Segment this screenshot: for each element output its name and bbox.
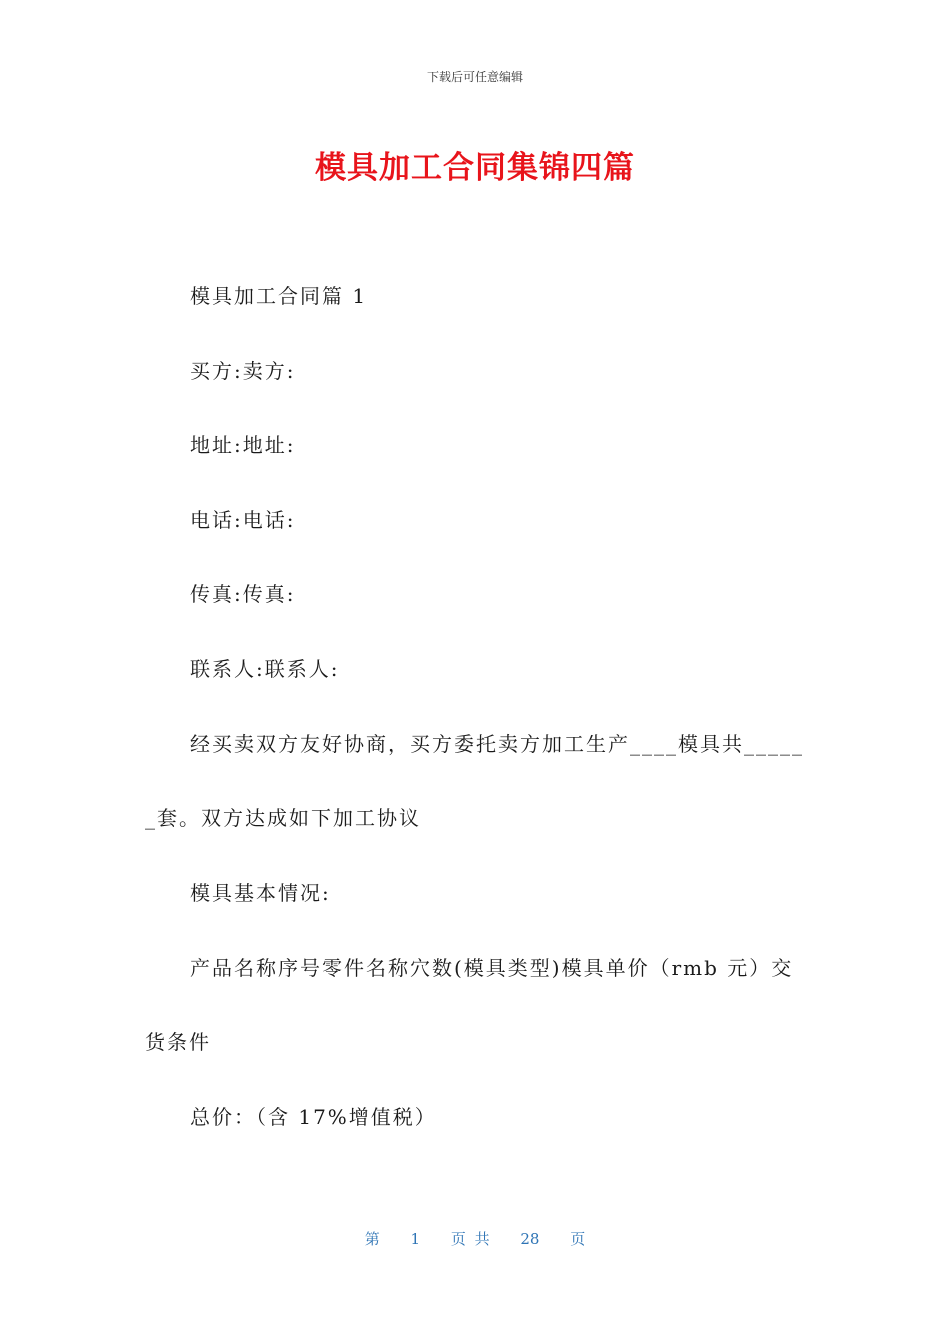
table-header-line-1: 产品名称序号零件名称穴数(模具类型)模具单价（rmb 元）交 (190, 956, 794, 980)
phone-line: 电话:电话: (190, 508, 296, 532)
agreement-paragraph-line-1: 经买卖双方友好协商，买方委托卖方加工生产____模具共_____ (190, 732, 804, 756)
footer-page-suffix: 页 (570, 1230, 586, 1248)
agreement-paragraph-line-2: _套。双方达成如下加工协议 (145, 806, 421, 830)
section-heading: 模具加工合同篇 1 (190, 284, 368, 308)
buyer-seller-line: 买方:卖方: (190, 359, 296, 383)
table-header-line-2: 货条件 (145, 1030, 211, 1054)
address-line: 地址:地址: (190, 433, 296, 457)
total-price-line: 总价：（含 17%增值税） (190, 1105, 437, 1129)
document-title: 模具加工合同集锦四篇 (315, 150, 635, 186)
contact-line: 联系人:联系人: (190, 657, 340, 681)
footer-page-total: 28 (520, 1230, 540, 1248)
footer-page-middle: 页 共 (450, 1230, 490, 1248)
footer-page-number: 1 (410, 1230, 421, 1248)
header-note: 下载后可任意编辑 (426, 70, 523, 84)
mold-basic-info-heading: 模具基本情况: (190, 881, 331, 905)
footer-page-prefix: 第 (364, 1230, 380, 1248)
fax-line: 传真:传真: (190, 582, 296, 606)
page-footer (0, 1228, 950, 1249)
